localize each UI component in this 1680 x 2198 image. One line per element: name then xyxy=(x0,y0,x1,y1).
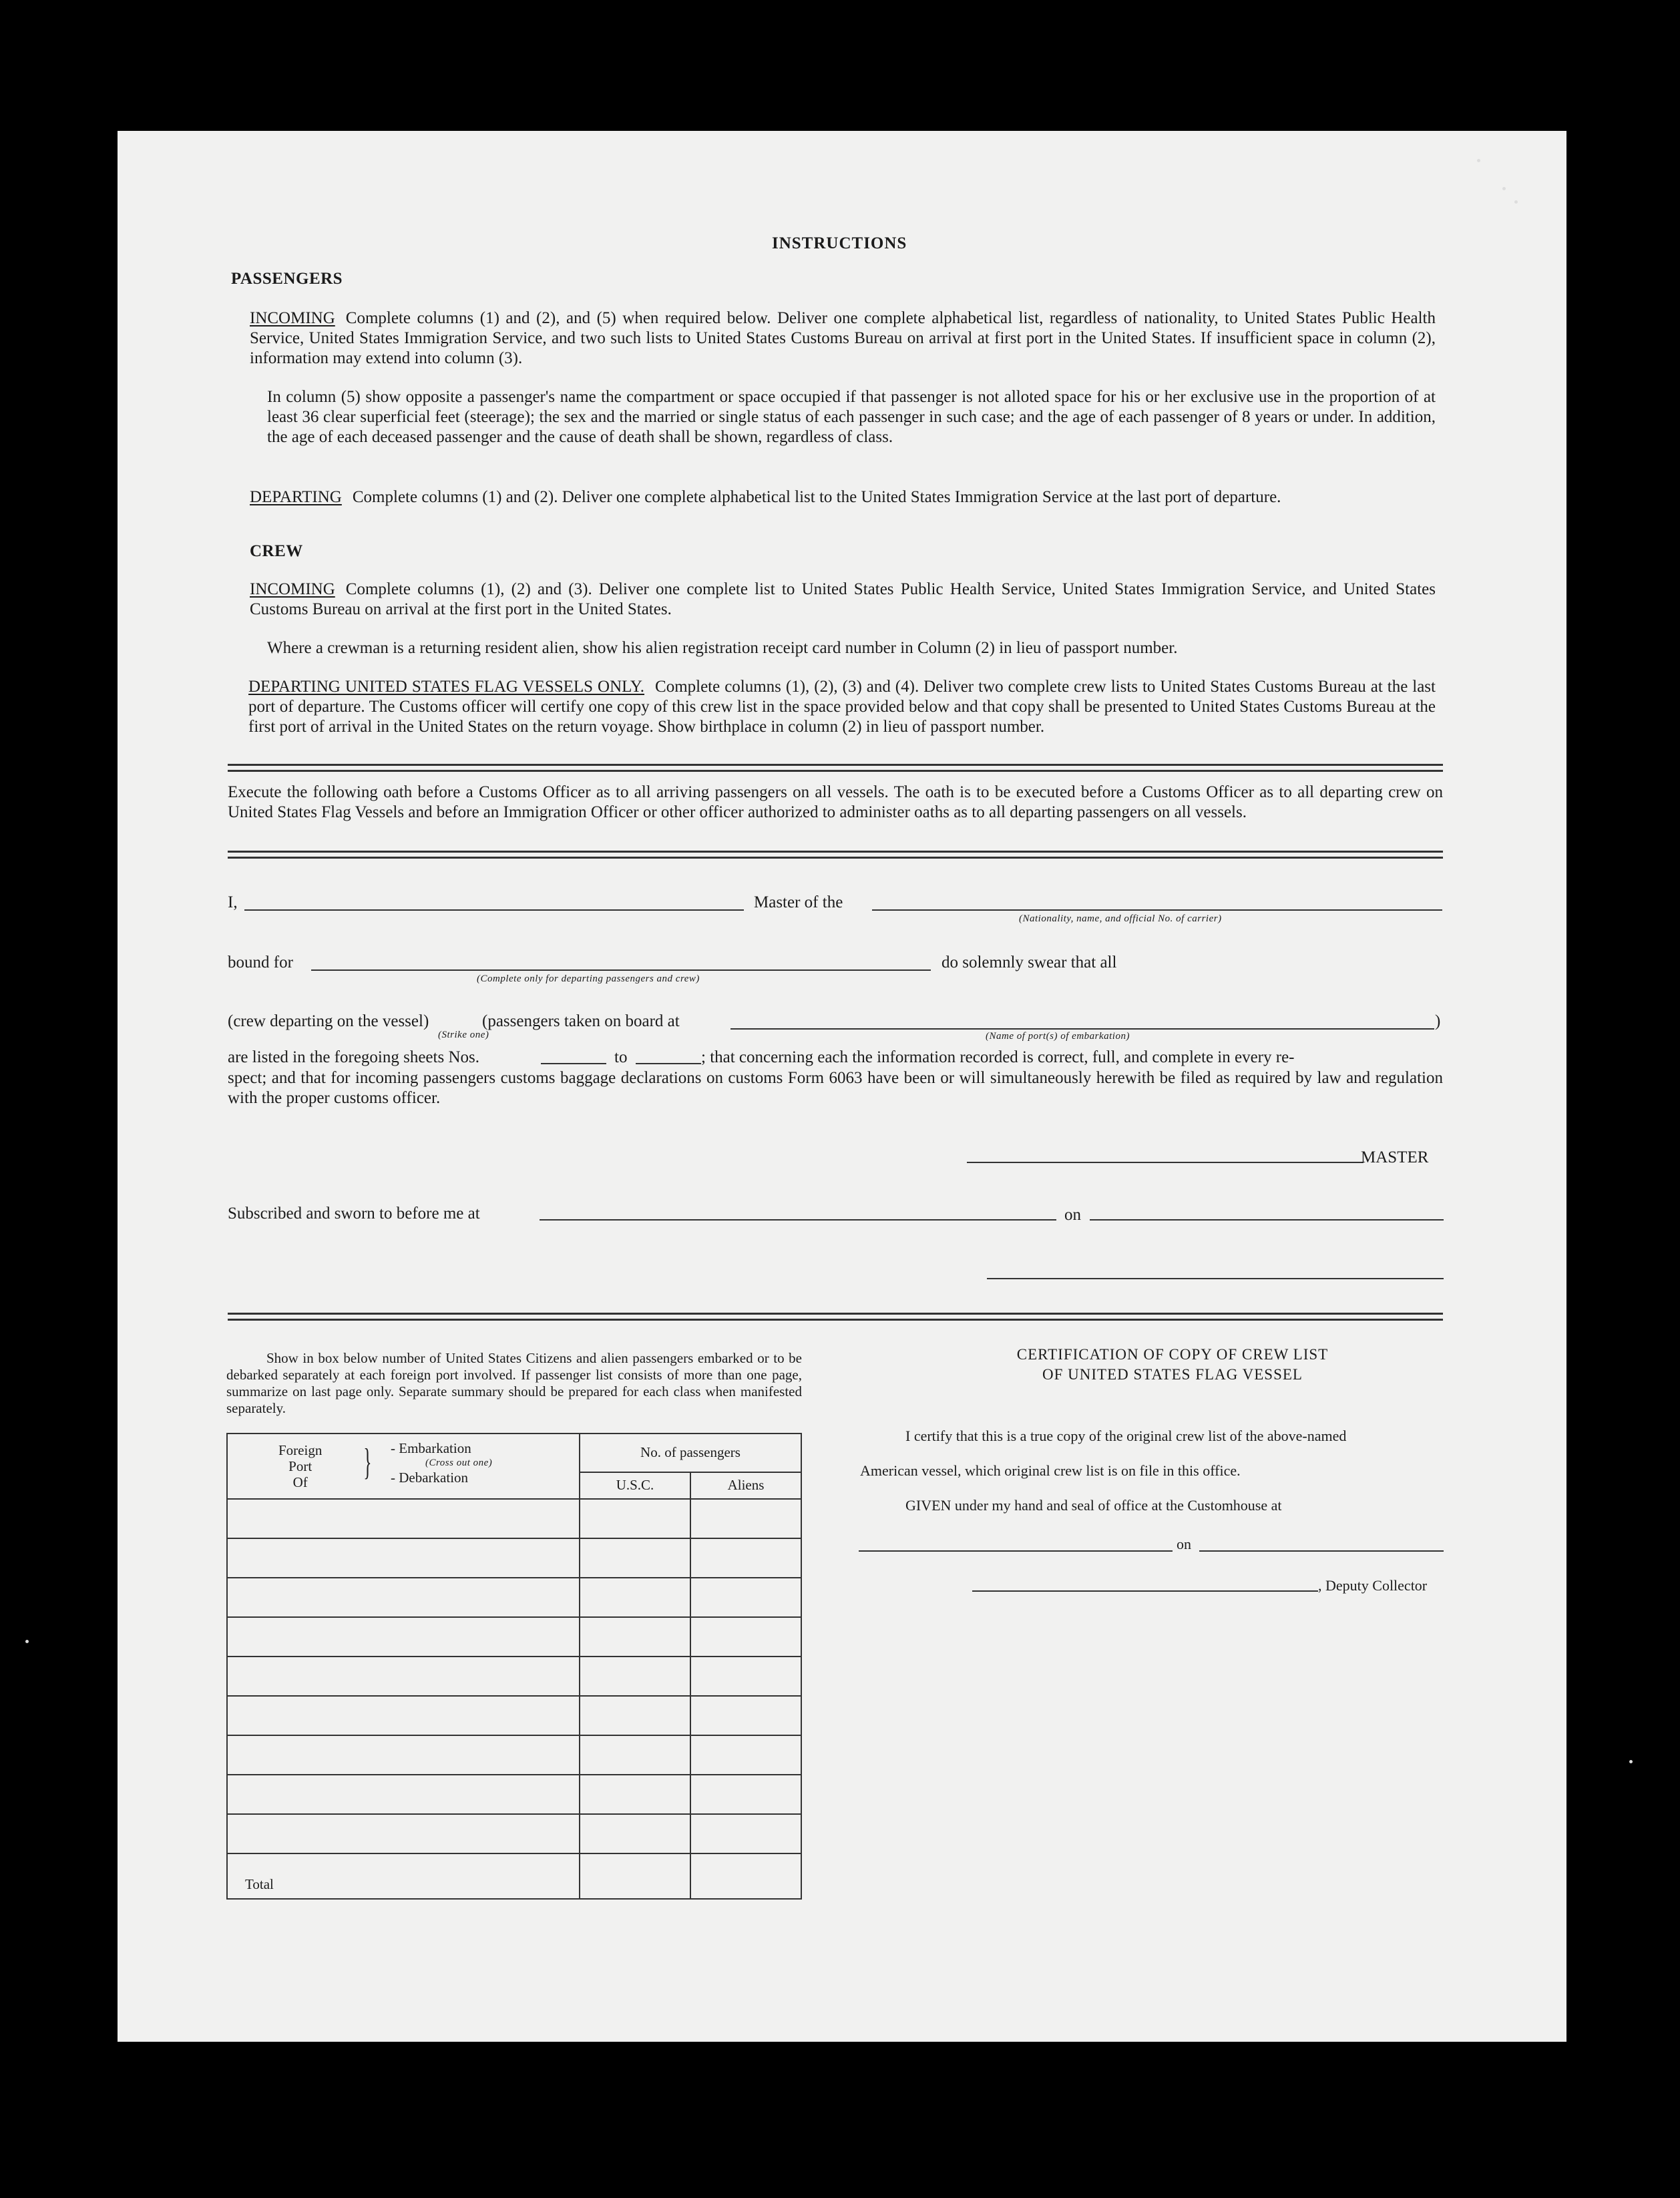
cert-date-field[interactable] xyxy=(1199,1550,1444,1552)
scan-speck xyxy=(1629,1760,1633,1763)
brace-glyph: } xyxy=(363,1442,372,1483)
port-cell[interactable] xyxy=(227,1814,580,1853)
usc-cell[interactable] xyxy=(580,1499,690,1538)
aliens-cell[interactable] xyxy=(690,1538,801,1578)
debarkation-option[interactable]: - Debarkation xyxy=(391,1470,469,1486)
certification-title-line1: CERTIFICATION OF COPY OF CREW LIST xyxy=(1016,1346,1329,1363)
master-signature-field[interactable] xyxy=(967,1162,1363,1163)
passengers-departing-instruction xyxy=(250,487,1436,507)
certify-line2: American vessel, which original crew list is on file in this office. xyxy=(860,1462,1241,1479)
sheet-to-field[interactable] xyxy=(636,1063,701,1064)
scan-speck xyxy=(25,1640,29,1643)
passengers-heading: PASSENGERS xyxy=(231,270,343,288)
crew-departing-label: DEPARTING UNITED STATES FLAG VESSELS ONLY. xyxy=(248,678,645,696)
aliens-cell[interactable] xyxy=(690,1814,801,1853)
usc-cell[interactable] xyxy=(580,1578,690,1617)
table-row xyxy=(227,1814,801,1853)
usc-cell[interactable] xyxy=(580,1538,690,1578)
listed-start: are listed in the foregoing sheets Nos. xyxy=(228,1048,479,1066)
i-label: I, xyxy=(228,893,238,911)
double-rule xyxy=(228,764,1443,772)
passengers-option[interactable]: (passengers taken on board at xyxy=(482,1012,680,1030)
aliens-cell[interactable] xyxy=(690,1696,801,1735)
port-cell[interactable] xyxy=(227,1499,580,1538)
crew-departing-text: Complete columns (1), (2), (3) and (4). Deliver two complete crew lists to United States Customs Bureau at the last port of departure. The Customs officer will certify one copy of this crew list in the space provided below and that copy shall be presented to United States Customs Bureau at the first port of arrival in the United States on the return voyage. Show birthplace in column (2) in lieu of passport number. xyxy=(248,678,1436,736)
table-row xyxy=(227,1696,801,1735)
table-row xyxy=(227,1538,801,1578)
table-row xyxy=(227,1499,801,1538)
bound-for-caption: (Complete only for departing passengers and crew) xyxy=(477,973,700,984)
on-label: on xyxy=(1064,1206,1081,1224)
port-cell[interactable] xyxy=(227,1578,580,1617)
usc-cell[interactable] xyxy=(580,1657,690,1696)
strike-caption: (Strike one) xyxy=(438,1030,489,1040)
to-label: to xyxy=(614,1048,628,1066)
foreign-label: Foreign xyxy=(278,1442,323,1458)
double-rule xyxy=(228,1313,1443,1321)
sheet-from-field[interactable] xyxy=(541,1063,606,1064)
scan-speck xyxy=(1502,187,1506,190)
subscribed-label: Subscribed and sworn to before me at xyxy=(228,1204,480,1223)
scan-speck xyxy=(1514,200,1518,204)
sworn-place-field[interactable] xyxy=(540,1219,1056,1221)
aliens-cell[interactable] xyxy=(690,1775,801,1814)
aliens-cell[interactable] xyxy=(690,1657,801,1696)
column5-instruction: In column (5) show opposite a passenger's name the compartment or space occupied if that passenger is not alloted space for his or her exclusive use in the proportion of at least 36 clear superficial feet (steerage); the sex and the married or single status of each passenger in such case; and the age of each passenger of 8 years or under. In addition, the age of each deceased passenger and the cause of death shall be shown, regardless of class. xyxy=(267,388,1436,446)
certification-title xyxy=(972,1345,1373,1385)
usc-cell[interactable] xyxy=(580,1696,690,1735)
table-row xyxy=(227,1775,801,1814)
incoming-label: INCOMING xyxy=(250,309,335,327)
deputy-collector-label: , Deputy Collector xyxy=(1318,1577,1428,1594)
crew-incoming-text: Complete columns (1), (2) and (3). Deliver one complete list to United States Public Health Service, United States Immigration Service, and United States Customs Bureau on arrival at the first port in the United States. xyxy=(250,580,1436,618)
embarkation-option[interactable]: - Embarkation xyxy=(391,1440,471,1456)
crew-departing-option[interactable]: (crew departing on the vessel) xyxy=(228,1012,429,1030)
table-row xyxy=(227,1617,801,1657)
usc-cell[interactable] xyxy=(580,1775,690,1814)
port-cell[interactable] xyxy=(227,1775,580,1814)
foreign-port-header xyxy=(227,1434,580,1499)
aliens-cell[interactable] xyxy=(690,1578,801,1617)
form-page xyxy=(118,131,1566,2042)
port-cell[interactable] xyxy=(227,1696,580,1735)
customhouse-field[interactable] xyxy=(859,1550,1173,1552)
cert-on-label: on xyxy=(1177,1536,1191,1552)
listed-end: ; that concerning each the information recorded is correct, full, and complete in every re- xyxy=(701,1048,1295,1066)
usc-cell[interactable] xyxy=(580,1814,690,1853)
ports-field[interactable] xyxy=(730,1028,1434,1030)
usc-header: U.S.C. xyxy=(580,1472,690,1499)
departing-text: Complete columns (1) and (2). Deliver one complete alphabetical list to the United States Immigration Service at the last port of departure. xyxy=(352,488,1281,506)
certification-title-line2: OF UNITED STATES FLAG VESSEL xyxy=(1042,1366,1303,1383)
bound-for-label: bound for xyxy=(228,953,293,971)
master-of-label: Master of the xyxy=(754,893,843,911)
passenger-summary-table xyxy=(226,1433,802,1900)
aliens-cell[interactable] xyxy=(690,1499,801,1538)
incoming-text: Complete columns (1) and (2), and (5) when required below. Deliver one complete alphabetical list, regardless of nationality, to United States Public Health Service, United States Immigration Service, and two such lists to United States Customs Bureau on arrival at first port in the United States. If insufficient space in column (2), information may extend into column (3). xyxy=(250,309,1436,367)
aliens-header: Aliens xyxy=(690,1472,801,1499)
ports-caption: (Name of port(s) of embarkation) xyxy=(986,1031,1130,1042)
port-cell[interactable] xyxy=(227,1538,580,1578)
crew-incoming-label: INCOMING xyxy=(250,580,335,598)
carrier-field[interactable] xyxy=(872,909,1442,911)
cross-out-caption: (Cross out one) xyxy=(425,1458,493,1468)
deputy-signature-field[interactable] xyxy=(972,1590,1318,1592)
passengers-incoming-instruction xyxy=(250,308,1436,369)
of-label: Of xyxy=(292,1474,308,1490)
crew-departing-instruction xyxy=(248,677,1436,737)
master-name-field[interactable] xyxy=(244,909,744,911)
aliens-cell[interactable] xyxy=(690,1735,801,1775)
sworn-date-field[interactable] xyxy=(1090,1219,1444,1221)
swear-label: do solemnly swear that all xyxy=(941,953,1117,971)
departing-label: DEPARTING xyxy=(250,488,342,506)
master-label: MASTER xyxy=(1361,1148,1429,1166)
total-row xyxy=(227,1853,801,1899)
close-paren: ) xyxy=(1435,1012,1441,1030)
aliens-total-cell[interactable] xyxy=(690,1853,801,1899)
double-rule xyxy=(228,851,1443,859)
port-label: Port xyxy=(288,1458,312,1474)
port-cell[interactable] xyxy=(227,1735,580,1775)
certify-line1: I certify that this is a true copy of the original crew list of the above-named xyxy=(905,1427,1347,1444)
crew-heading: CREW xyxy=(250,542,303,560)
table-row xyxy=(227,1657,801,1696)
page-title: INSTRUCTIONS xyxy=(772,234,907,252)
table-row xyxy=(227,1735,801,1775)
listed-rest: spect; and that for incoming passengers customs baggage declarations on customs Form 6063 have been or will simultaneously herewith be filed as required by law and regulation with the proper customs officer. xyxy=(228,1069,1443,1107)
officer-signature-field[interactable] xyxy=(987,1278,1444,1279)
resident-alien-instruction: Where a crewman is a returning resident alien, show his alien registration receipt card number in Column (2) in lieu of passport number. xyxy=(267,639,1178,657)
given-text: GIVEN under my hand and seal of office at the Customhouse at xyxy=(905,1497,1282,1514)
carrier-caption: (Nationality, name, and official No. of carrier) xyxy=(1019,913,1222,924)
usc-cell[interactable] xyxy=(580,1735,690,1775)
bound-for-field[interactable] xyxy=(311,969,931,971)
table-row xyxy=(227,1578,801,1617)
summary-note: Show in box below number of United States Citizens and alien passengers embarked or to be debarked separately at each foreign port involved. If passenger list consists of more than one page, summarize on last page only. Separate summary should be prepared for each class when manifested separately. xyxy=(226,1350,802,1416)
port-cell[interactable] xyxy=(227,1657,580,1696)
scan-speck xyxy=(1477,159,1480,162)
port-cell[interactable] xyxy=(227,1617,580,1657)
usc-total-cell[interactable] xyxy=(580,1853,690,1899)
oath-instruction: Execute the following oath before a Customs Officer as to all arriving passengers on all vessels. The oath is to be executed before a Customs Officer as to all departing crew on United States Flag Vessels and before an Immigration Officer or other officer authorized to administer oaths as to all departing passengers on all vessels. xyxy=(228,783,1443,821)
no-of-passengers-header: No. of passengers xyxy=(580,1434,801,1472)
aliens-cell[interactable] xyxy=(690,1617,801,1657)
crew-incoming-instruction xyxy=(250,580,1436,620)
usc-cell[interactable] xyxy=(580,1617,690,1657)
total-label: Total xyxy=(227,1853,580,1899)
